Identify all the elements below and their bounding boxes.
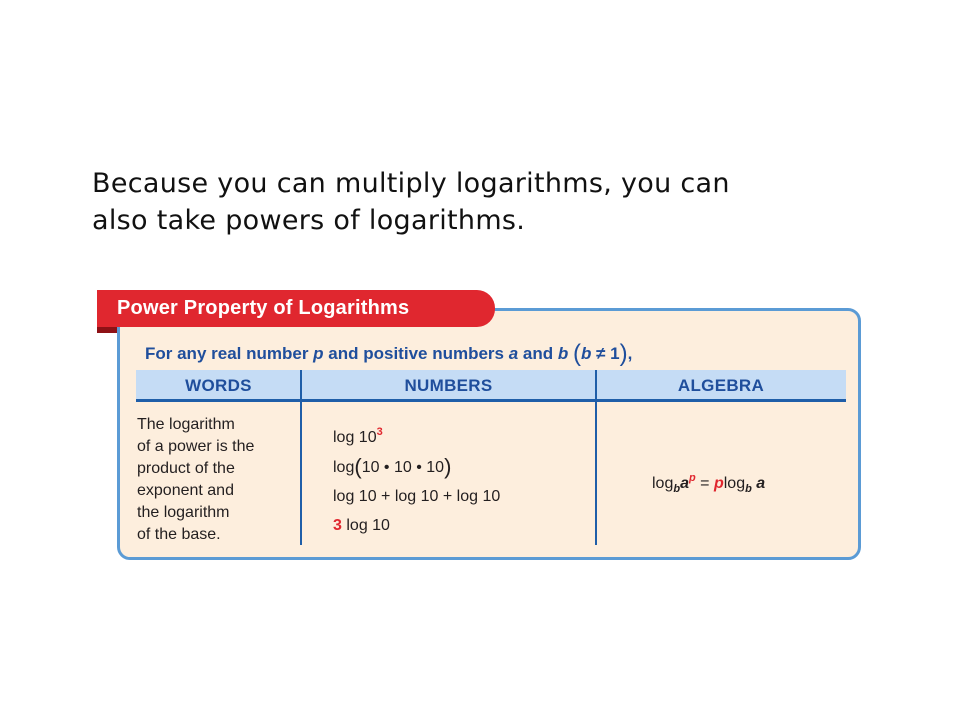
numbers-log-10-final: log 10 — [346, 517, 390, 534]
property-condition — [145, 340, 632, 368]
algebra-arg-1: a — [680, 475, 689, 492]
column-divider-1 — [300, 370, 302, 545]
numbers-line-1 — [333, 426, 383, 447]
condition-var-b: b — [557, 344, 569, 363]
condition-suffix: , — [627, 344, 633, 363]
table-header-row — [136, 370, 846, 402]
words-cell — [137, 414, 297, 546]
algebra-coefficient: p — [713, 475, 724, 492]
words-line: The logarithm — [137, 416, 235, 433]
numbers-coefficient: 3 — [333, 517, 342, 534]
condition-prefix: For any real number — [145, 344, 314, 363]
words-line: product of the — [137, 460, 235, 477]
condition-and: and — [518, 344, 558, 363]
algebra-exponent: p — [689, 472, 696, 484]
algebra-base-2: b — [745, 483, 752, 495]
numbers-log-10: log 10 — [333, 429, 377, 446]
intro-line-2: also take powers of logarithms. — [92, 205, 526, 236]
numbers-open-paren: ( — [354, 454, 362, 479]
algebra-arg-2: a — [751, 475, 766, 492]
condition-mid: and positive numbers — [323, 344, 509, 363]
words-line: of a power is the — [137, 438, 255, 455]
condition-close-paren: ) — [619, 340, 628, 367]
title-tab-fold — [97, 327, 117, 333]
condition-var-b-inner: b — [580, 344, 592, 363]
header-algebra: ALGEBRA — [677, 376, 765, 395]
algebra-log-2: log — [723, 475, 746, 492]
algebra-formula — [652, 472, 765, 495]
algebra-log-1: log — [652, 475, 674, 492]
words-line: exponent and — [137, 482, 234, 499]
numbers-log-func: log — [333, 459, 355, 476]
condition-var-p: p — [313, 344, 324, 363]
algebra-equals: = — [695, 475, 714, 492]
condition-open-paren: ( — [572, 340, 581, 367]
numbers-exponent: 3 — [376, 426, 383, 438]
intro-line-1: Because you can multiply logarithms, you can — [92, 168, 730, 199]
header-numbers: NUMBERS — [404, 376, 493, 395]
numbers-close-paren: ) — [444, 454, 452, 479]
intro-text — [92, 165, 892, 239]
column-divider-2 — [595, 370, 597, 545]
words-line: the logarithm — [137, 504, 230, 521]
condition-neq: ≠ 1 — [591, 344, 620, 363]
property-title: Power Property of Logarithms — [97, 290, 495, 327]
numbers-line-3: log 10 + log 10 + log 10 — [333, 488, 501, 505]
numbers-product: 10 • 10 • 10 — [361, 459, 445, 476]
numbers-line-2 — [333, 454, 451, 480]
condition-var-a: a — [508, 344, 519, 363]
words-line: of the base. — [137, 526, 221, 543]
algebra-base-1: b — [673, 483, 681, 495]
header-words: WORDS — [185, 376, 252, 395]
numbers-line-4 — [333, 517, 390, 535]
